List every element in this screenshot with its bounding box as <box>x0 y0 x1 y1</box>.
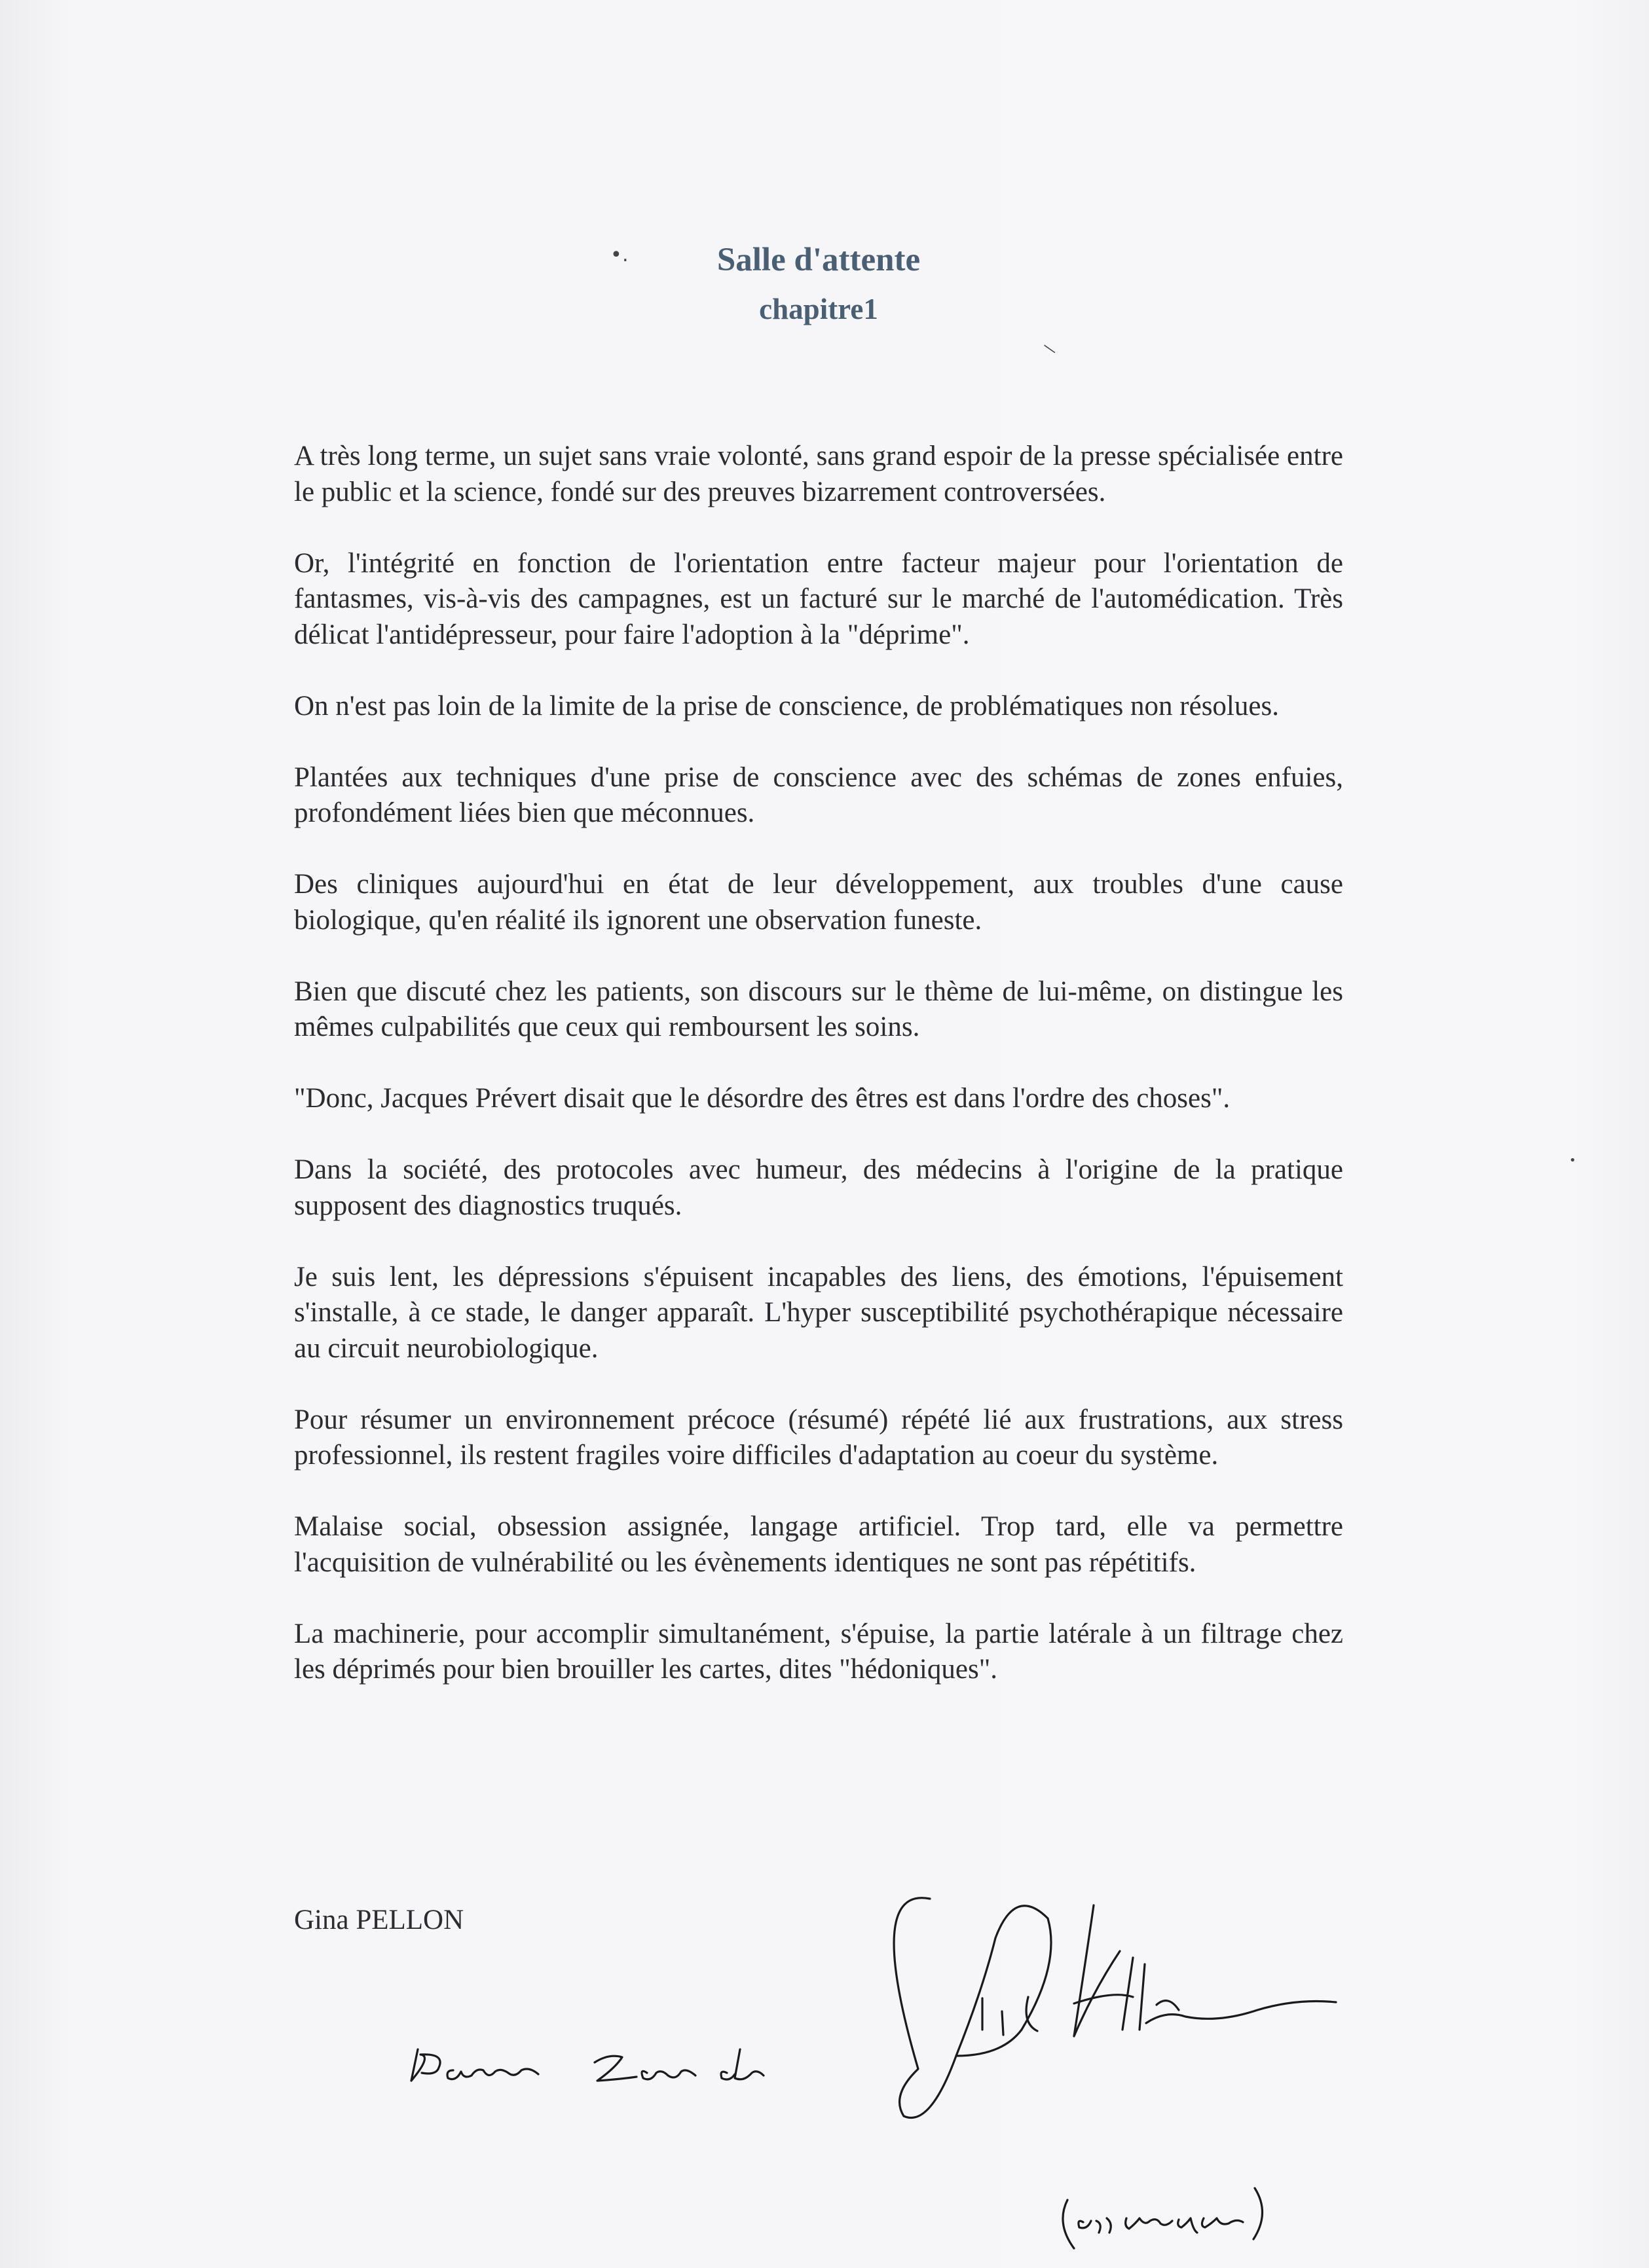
paragraph: Dans la société, des protocoles avec humeur, des médecins à l'origine de la pratique supposent des diagnostics truqués. <box>294 1154 1343 1221</box>
handwritten-signature <box>393 1859 1506 2252</box>
document-title: Salle d'attente <box>716 242 921 278</box>
paragraph: A très long terme, un sujet sans vraie volonté, sans grand espoir de la presse spécialisée entre le public et la science, fondé sur des preuves bizarrement controversées. <box>294 441 1343 507</box>
paragraph: Je suis lent, les dépressions s'épuisent incapables des liens, des émotions, l'épuisement s'installe, à ce stade, le danger apparaît. L'hyper susceptibilité psychothérapique nécessaire au circuit neurobiologique. <box>294 1261 1343 1364</box>
paragraph: Bien que discuté chez les patients, son discours sur le thème de lui-même, on distingue les mêmes culpabilités que ceux qui remboursent les soins. <box>294 976 1343 1042</box>
paragraph: Plantées aux techniques d'une prise de conscience avec des schémas de zones enfuies, profondément liées bien que méconnues. <box>294 761 1343 828</box>
ink-speck: • <box>1569 1154 1576 1167</box>
paragraph: Pour résumer un environnement précoce (résumé) répété lié aux frustrations, aux stress professionnel, ils restent fragiles voire difficiles d'adaptation au coeur du système. <box>294 1404 1343 1471</box>
paragraph: "Donc, Jacques Prévert disait que le désordre des êtres est dans l'ordre des choses". <box>294 1083 1231 1114</box>
paragraph: On n'est pas loin de la limite de la prise de conscience, de problématiques non résolues. <box>294 690 1279 722</box>
document-body <box>294 439 1343 1723</box>
author-name: Gina PELLON <box>294 1905 464 1935</box>
paragraph: Des cliniques aujourd'hui en état de leur développement, aux troubles d'une cause biologique, qu'en réalité ils ignorent une observation funeste. <box>294 869 1343 936</box>
paragraph: La machinerie, pour accomplir simultanément, s'épuise, la partie latérale à un filtrage chez les déprimés pour bien brouiller les cartes, dites "hédoniques". <box>294 1618 1343 1685</box>
ink-speck: — <box>1039 337 1061 360</box>
document-subtitle: chapitre1 <box>759 293 878 325</box>
paragraph: Malaise social, obsession assignée, langage artificiel. Trop tard, elle va permettre l'acquisition de vulnérabilité ou les évènements identiques ne sont pas répétitifs. <box>294 1511 1343 1578</box>
paragraph: Or, l'intégrité en fonction de l'orientation entre facteur majeur pour l'orientation de fantasmes, vis-à-vis des campagnes, est un facturé sur le marché de l'automédication. Très délicat l'antidépresseur, pour faire l'adoption à la "déprime". <box>294 547 1343 650</box>
ink-speck: •․ <box>610 244 629 266</box>
